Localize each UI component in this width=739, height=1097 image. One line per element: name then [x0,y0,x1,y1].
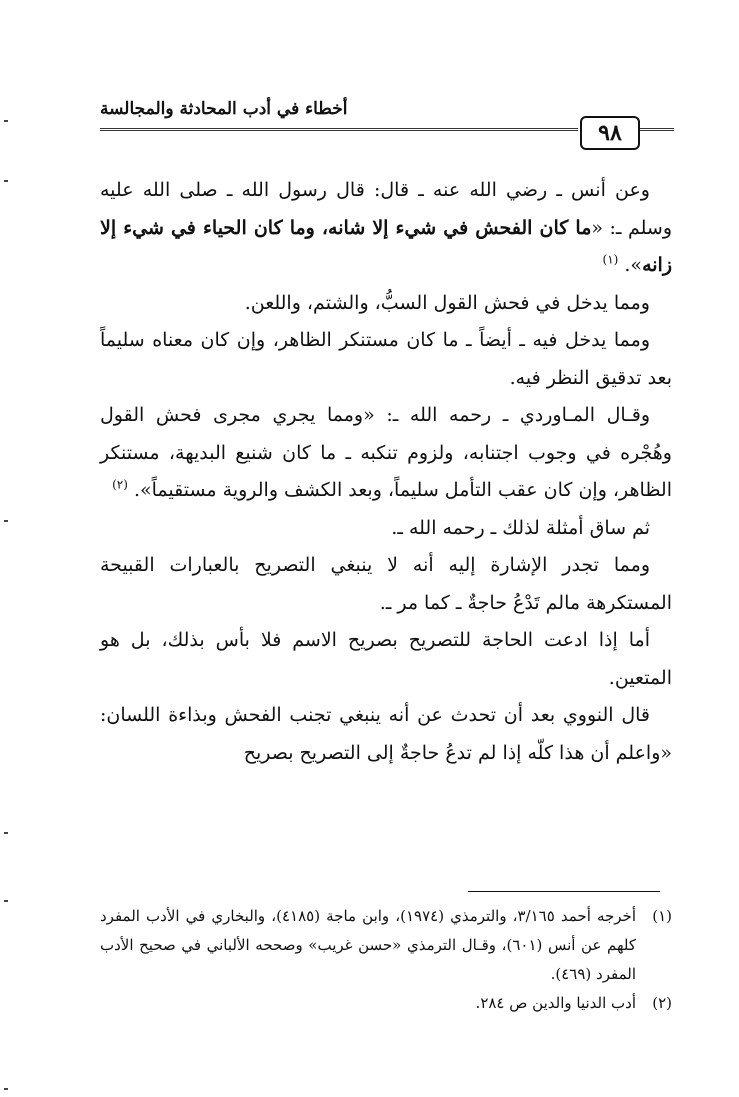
footnotes [100,902,672,1018]
hadith-quote: ما كان الفحش في شيء إلا شانه، وما كان الحياء في شيء إلا زانه [100,216,672,276]
paragraph-also: ومما يدخل فيه ـ أيضاً ـ ما كان مستنكر الظاهر، وإن كان معناه سليماً بعد تدقيق النظر فيه. [100,329,672,389]
footnote-1-text: أخرجه أحمد ٣/١٦٥، والترمذي (١٩٧٤)، وابن ماجة (٤١٨٥)، والبخاري في الأدب المفرد كلهم عن أنس (٦٠١)، وقـال الترمذي «حسن غريب» وصححه الألباني في صحيح الأدب المفرد (٤٦٩). [100,907,636,983]
paragraph-hadith [100,172,672,285]
paragraph-need: أما إذا ادعت الحاجة للتصريح بصريح الاسم فلا بأس بذلك، بل هو المتعين. [100,629,672,689]
footnote-1 [100,902,672,989]
page-number: ٩٨ [580,116,640,150]
body-text [100,172,672,772]
scan-speck [4,832,8,834]
paragraph-obscenity: ومما يدخل في فحش القول السبُّ، والشتم، واللعن. [244,291,650,314]
hadith-intro: وعن أنس ـ رضي الله عنه ـ قال: قال رسول الله ـ صلى الله عليه وسلم ـ: « [100,179,673,239]
scan-speck [4,520,8,522]
paragraph-explicit: ومما تجدر الإشارة إليه أنه لا ينبغي التصريح بالعبارات القبيحة المستكرهة مالم تَدْعُ حاجةٌ ـ كما مر ـ. [100,554,672,614]
paragraph-mawardi [100,397,672,510]
footnote-2-text: أدب الدنيا والدين ص ٢٨٤. [475,994,636,1012]
footnote-ref-1: (١) [602,252,619,267]
hadith-close: ». [624,254,643,276]
paragraph-examples: ثم ساق أمثلة لذلك ـ رحمه الله ـ. [391,516,650,539]
footnote-ref-2: (٢) [112,477,128,492]
running-title: أخطاء في أدب المحادثة والمجالسة [100,99,348,119]
scan-speck [4,120,8,122]
scan-speck [4,1088,8,1090]
header-rule [100,128,578,131]
footnote-2-number: (٢) [652,994,672,1012]
footnote-2 [100,989,672,1018]
footnote-rule [468,891,660,892]
scan-speck [4,900,8,902]
header-rule-tail [640,128,674,131]
scan-speck [4,180,8,182]
mawardi-text: وقـال المـاوردي ـ رحمه الله ـ: «ومما يجري مجرى فحش القول وهُجْره في وجوب اجتنابه، ولزوم تنكبه ـ ما كان شنيع البديهة، مستنكر الظاهر، وإن كان عقب التأمل سليماً، وبعد الكشف والروية مستقيماً». [100,404,672,501]
paragraph-nawawi: قال النووي بعد أن تحدث عن أنه ينبغي تجنب الفحش وبذاءة اللسان: «واعلم أن هذا كلّه إذا لم تدعُ حاجةٌ إلى التصريح بصريح [100,704,672,764]
footnote-1-number: (١) [652,907,672,925]
